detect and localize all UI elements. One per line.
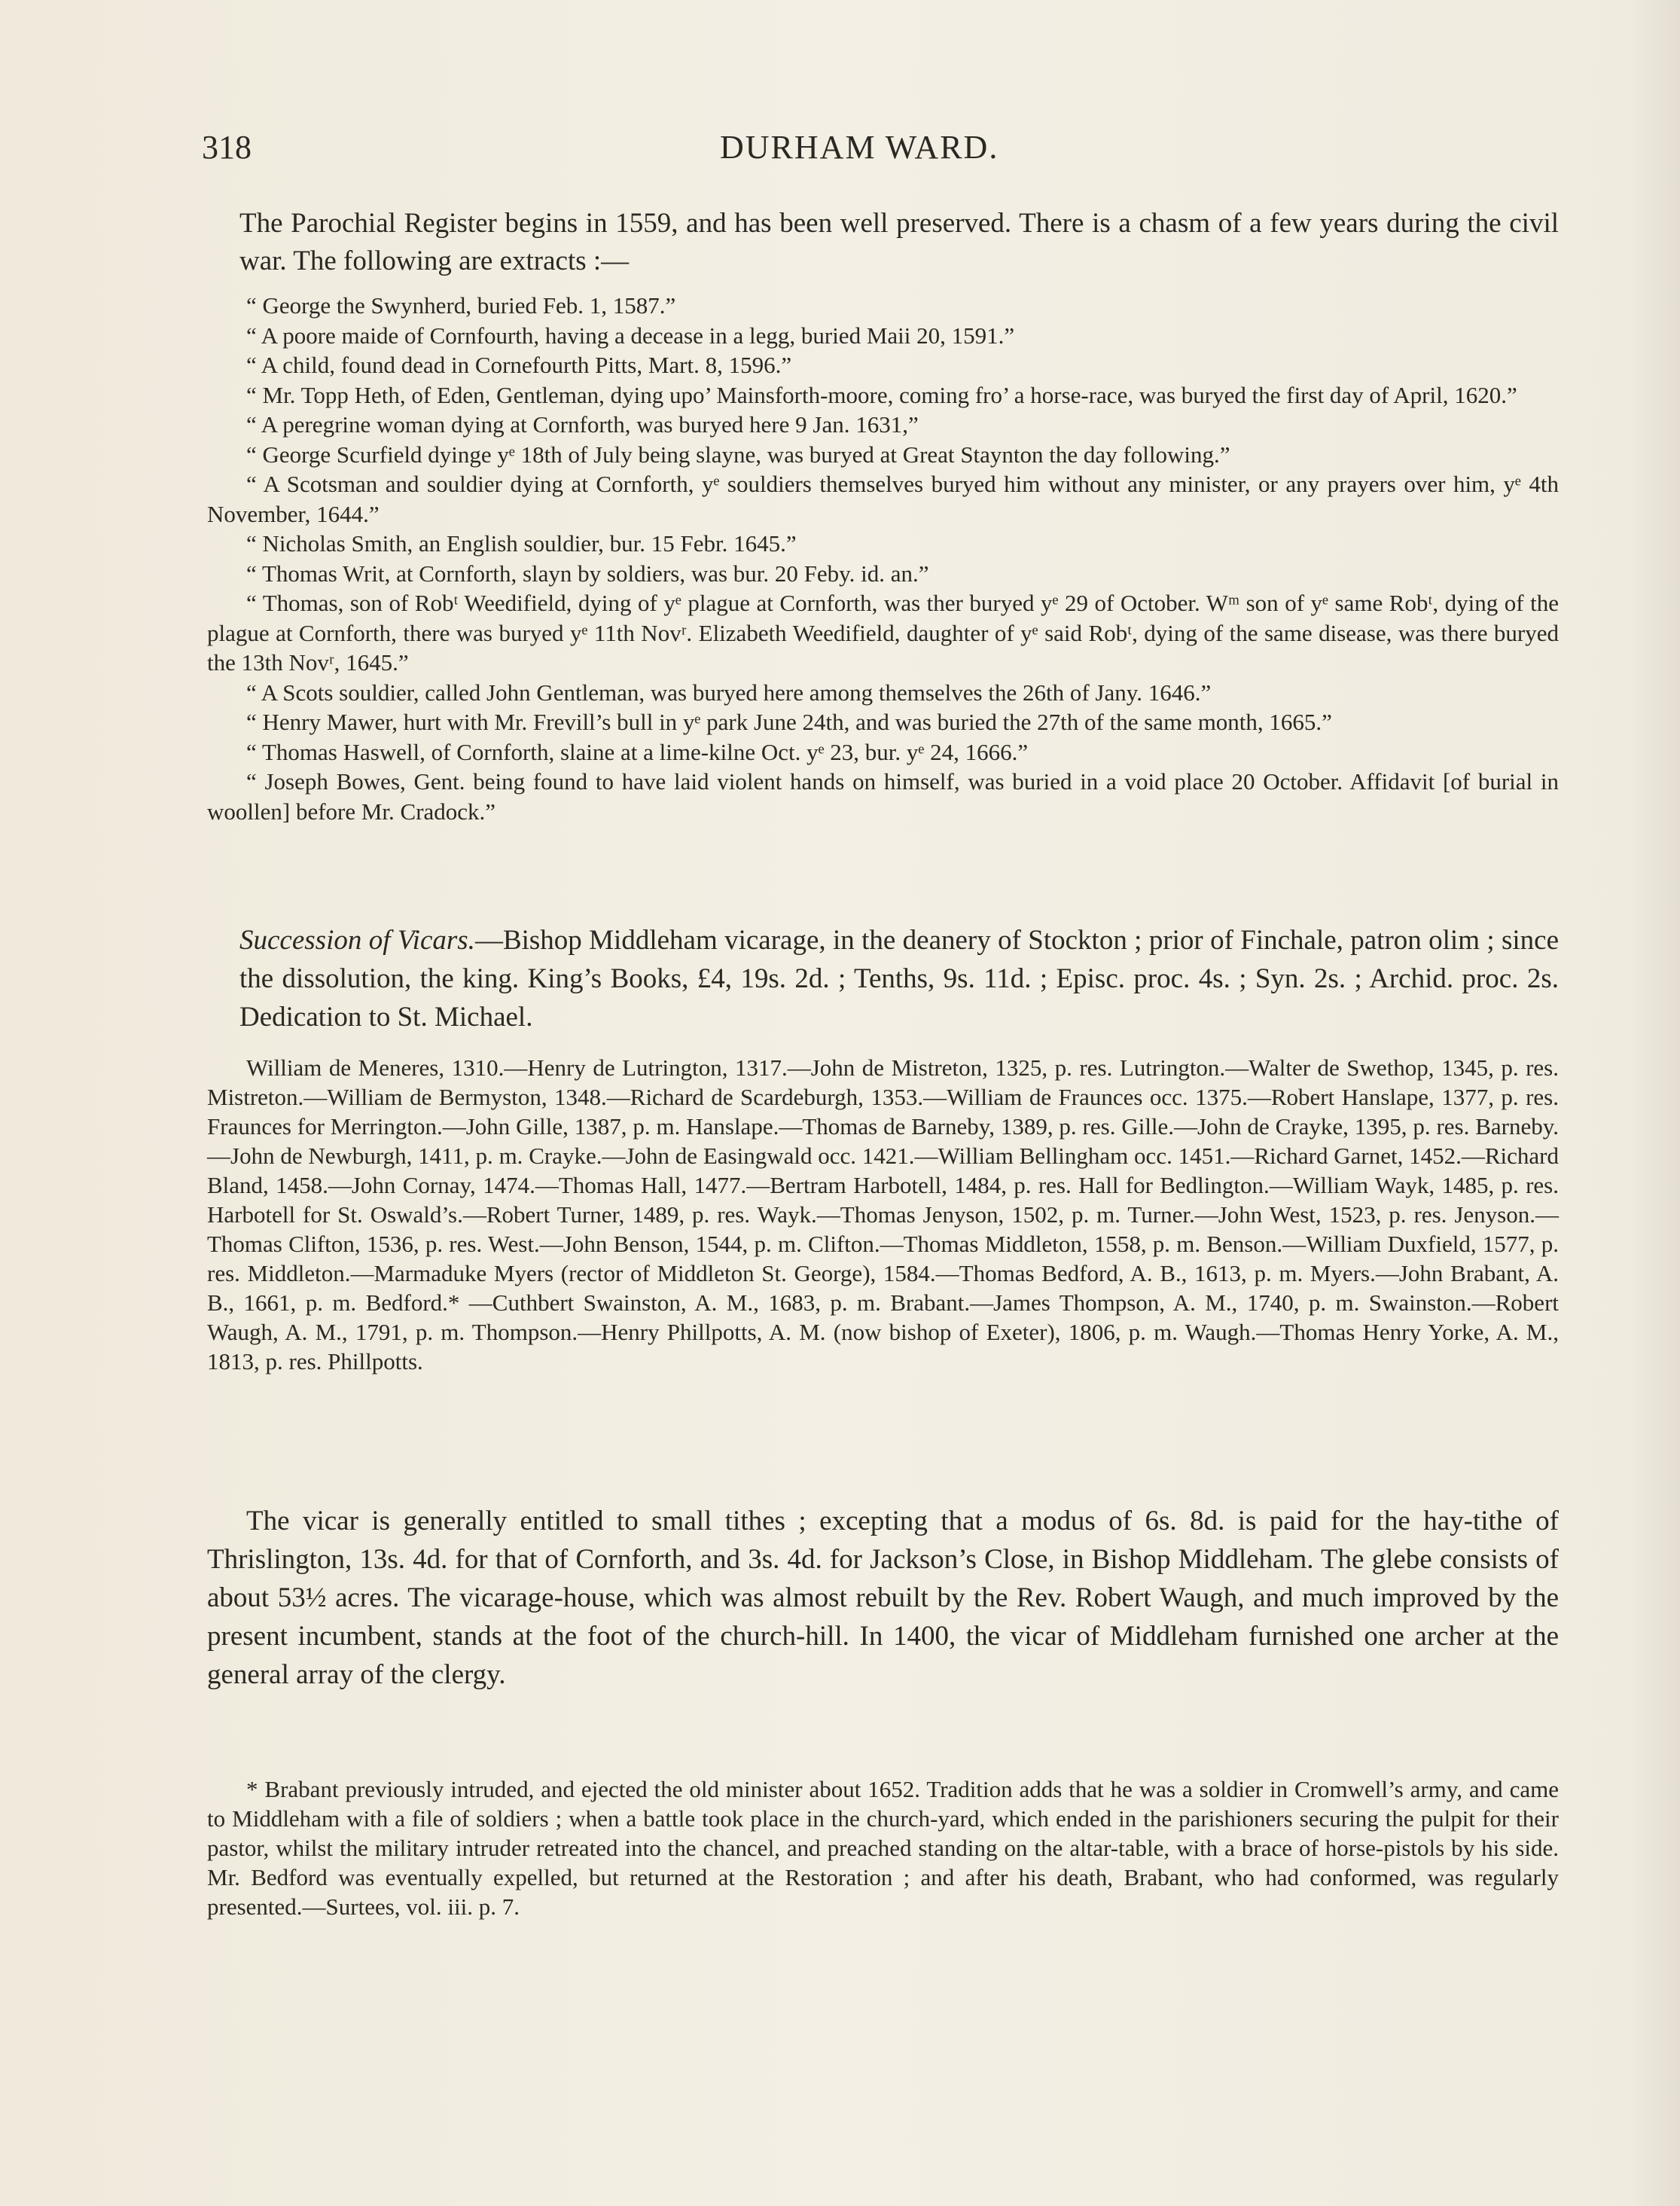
extract-item: “ A child, found dead in Cornefourth Pitts, Mart. 8, 1596.” [246,352,792,378]
register-paragraph: The Parochial Register begins in 1559, and has been well preserved. There is a chasm of a few years during the civil war. The following are extracts :— [239,208,1559,276]
extract-item: “ A peregrine woman dying at Cornforth, was buryed here 9 Jan. 1631,” [246,411,919,438]
extract-item: “ A Scots souldier, called John Gentleman, was buryed here among themselves the 26th of Jany. 1646.” [246,679,1212,706]
page-header [202,128,1482,173]
extract-item: “ Joseph Bowes, Gent. being found to have laid violent hands on himself, was buried in a void place 20 October. Affidavit [of burial in woollen] before Mr. Cradock.” [207,768,1559,825]
running-title: DURHAM WARD. [720,129,999,166]
extract-item: “ Thomas Haswell, of Cornforth, slaine at a lime-kilne Oct. yᵉ 23, bur. yᵉ 24, 1666.” [246,738,1029,765]
vicars-paragraph [239,921,1559,1036]
footnote: * Brabant previously intruded, and ejected the old minister about 1652. Tradition adds that he was a soldier in Cromwell’s army, and came to Middleham with a file of soldiers ; when a battle took place in the church-yard, which ended in the parishioners securing the pulpit for their pastor, whilst the military intruder retreated into the chancel, and preached standing on the altar-table, with a brace of horse-pistols by his side. Mr. Bedford was eventually expelled, but returned at the Restoration ; and after his death, Brabant, who had conformed, was regularly presented.—Surtees, vol. iii. p. 7. [207,1776,1559,1920]
extract-item: “ George the Swynherd, buried Feb. 1, 1587.” [246,292,676,319]
extract-item: “ A Scotsman and souldier dying at Cornforth, yᵉ souldiers themselves buryed him without any minister, or any prayers over him, yᵉ 4th November, 1644.” [207,471,1559,527]
page-edge-shadow [1627,0,1680,2206]
vicars-list: William de Meneres, 1310.—Henry de Lutrington, 1317.—John de Mistreton, 1325, p. res. Lutrington.—Walter de Swethop, 1345, p. res. Mistreton.—William de Bermyston, 1348.—Richard de Scardeburgh, 1353.—William de Fraunces occ. 1375.—Robert Hanslape, 1377, p. res. Fraunces for Merrington.—John Gille, 1387, p. m. Hanslape.—Thomas de Barneby, 1389, p. res. Gille.—John de Crayke, 1395, p. res. Barneby.—John de Newburgh, 1411, p. m. Crayke.—John de Easingwald occ. 1421.—William Bellingham occ. 1451.—Richard Garnet, 1452.—Richard Bland, 1458.—John Cornay, 1474.—Thomas Hall, 1477.—Bertram Harbotell, 1484, p. res. Hall for Bedlington.—William Wayk, 1485, p. res. Harbotell for St. Oswald’s.—Robert Turner, 1489, p. res. Wayk.—Thomas Jenyson, 1502, p. m. Turner.—John West, 1523, p. res. Jenyson.—Thomas Clifton, 1536, p. res. West.—John Benson, 1544, p. m. Clifton.—Thomas Middleton, 1558, p. m. Benson.—William Duxfield, 1577, p. res. Middleton.—Marmaduke Myers (rector of Middleton St. George), 1584.—Thomas Bedford, A. B., 1613, p. m. Myers.—John Brabant, A. B., 1661, p. m. Bedford.* —Cuthbert Swainston, A. M., 1683, p. m. Brabant.—James Thompson, A. M., 1740, p. m. Swainston.—Robert Waugh, A. M., 1791, p. m. Thompson.—Henry Phillpotts, A. M. (now bishop of Exeter), 1806, p. m. Waugh.—Thomas Henry Yorke, A. M., 1813, p. res. Phillpotts. [207,1054,1559,1375]
vicars-text: —Bishop Middleham vicarage, in the deanery of Stockton ; prior of Finchale, patron olim ; since the dissolution, the king. King’s Books, £4, 19s. 2d. ; Tenths, 9s. 11d. ; Episc. proc. 4s. ; Syn. 2s. ; Archid. proc. 2s. Dedication to St. Michael. [239,925,1559,1033]
extract-item: “ Henry Mawer, hurt with Mr. Frevill’s bull in yᵉ park June 24th, and was buried the 27th of the same month, 1665.” [246,709,1332,735]
register-extracts [207,291,1559,826]
extract-item: “ Thomas, son of Robᵗ Weedifield, dying of yᵉ plague at Cornforth, was ther buryed yᵉ 29 of October. Wᵐ son of yᵉ same Robᵗ, dying of the plague at Cornforth, there was buryed yᵉ 11th Novʳ. Elizabeth Weedifield, daughter of yᵉ said Robᵗ, dying of the same disease, was there buryed the 13th Novʳ, 1645.” [207,590,1559,676]
extract-item: “ Mr. Topp Heth, of Eden, Gentleman, dying upo’ Mainsforth-moore, coming fro’ a horse-race, was buryed the first day of April, 1620.” [246,381,1517,408]
extract-item: “ Thomas Writ, at Cornforth, slayn by soldiers, was bur. 20 Feby. id. an.” [246,560,929,587]
tithes-paragraph: The vicar is generally entitled to small tithes ; excepting that a modus of 6s. 8d. is paid for the hay-tithe of Thrislington, 13s. 4d. for that of Cornforth, and 3s. 4d. for Jackson’s Close, in Bishop Middleham. The glebe consists of about 53½ acres. The vicarage-house, which was almost rebuilt by the Rev. Robert Waugh, and much improved by the present incumbent, stands at the foot of the church-hill. In 1400, the vicar of Middleham furnished one archer at the general array of the clergy. [207,1506,1559,1690]
page-number: 318 [202,129,252,166]
extract-item: “ George Scurfield dyinge yᵉ 18th of July being slayne, was buryed at Great Staynton the day following.” [246,441,1230,468]
extract-item: “ A poore maide of Cornfourth, having a decease in a legg, buried Maii 20, 1591.” [246,322,1015,349]
extract-item: “ Nicholas Smith, an English souldier, bur. 15 Febr. 1645.” [246,530,797,557]
vicars-heading: Succession of Vicars. [239,925,475,956]
